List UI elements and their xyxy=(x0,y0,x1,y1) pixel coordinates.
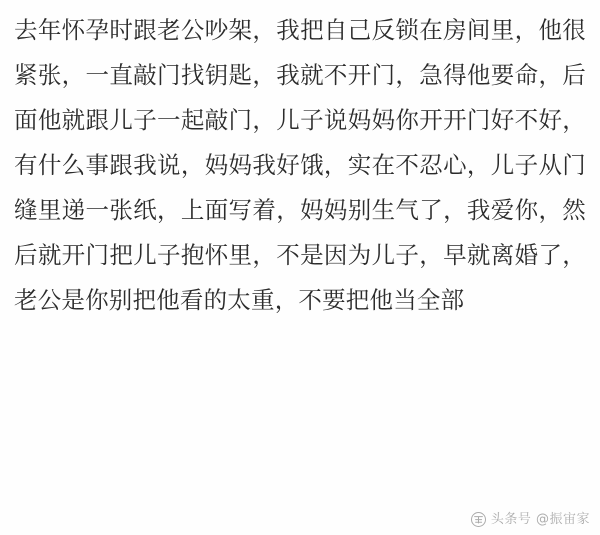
article-body-text: 去年怀孕时跟老公吵架，我把自己反锁在房间里，他很紧张，一直敲门找钥匙，我就不开门，急得他要命，后面他就跟儿子一起敲门，儿子说妈妈你开开门好不好，有什么事跟我说，妈妈我好饿，实在不忍心，儿子从门缝里递一张纸，上面写着，妈妈别生气了，我爱你，然后就开门把儿子抱怀里，不是因为儿子，早就离婚了，老公是你别把他看的太重，不要把他当全部 xyxy=(14,16,586,314)
watermark xyxy=(471,512,590,527)
toutiao-logo-icon xyxy=(471,512,486,527)
watermark-text: 头条号 @振宙家 xyxy=(490,512,590,527)
